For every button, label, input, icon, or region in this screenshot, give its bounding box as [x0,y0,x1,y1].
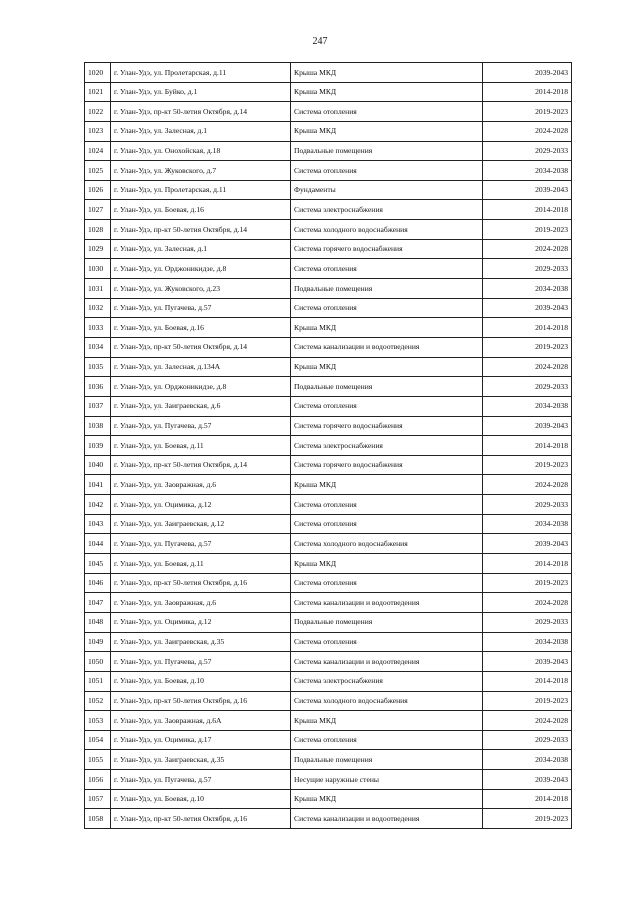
address-cell: г. Улан-Удэ, ул. Жуковского, д.7 [111,161,291,181]
row-number: 1041 [85,475,111,495]
row-number: 1049 [85,632,111,652]
table-row [85,455,572,475]
address-cell: г. Улан-Удэ, пр-кт 50-летия Октября, д.14 [111,455,291,475]
work-type-cell: Система холодного водоснабжения [291,691,483,711]
address-cell: г. Улан-Удэ, пр-кт 50-летия Октября, д.16 [111,809,291,829]
row-number: 1029 [85,239,111,259]
period-cell: 2039-2043 [483,652,572,672]
period-cell: 2024-2028 [483,711,572,731]
work-type-cell: Система горячего водоснабжения [291,416,483,436]
period-cell: 2039-2043 [483,63,572,83]
address-cell: г. Улан-Удэ, ул. Орджоникидзе, д.8 [111,259,291,279]
work-type-cell: Крыша МКД [291,63,483,83]
table-row [85,554,572,574]
table-row [85,436,572,456]
table-row [85,652,572,672]
row-number: 1035 [85,357,111,377]
table-row [85,809,572,829]
work-type-cell: Крыша МКД [291,357,483,377]
repair-schedule-table [84,62,572,829]
table-row [85,180,572,200]
table-row [85,63,572,83]
table-row [85,298,572,318]
period-cell: 2014-2018 [483,554,572,574]
work-type-cell: Подвальные помещения [291,612,483,632]
period-cell: 2019-2023 [483,455,572,475]
row-number: 1039 [85,436,111,456]
work-type-cell: Система отопления [291,298,483,318]
row-number: 1027 [85,200,111,220]
page-number: 247 [312,36,328,47]
table-row [85,495,572,515]
table-row [85,770,572,790]
address-cell: г. Улан-Удэ, ул. Оцимика, д.12 [111,612,291,632]
work-type-cell: Система холодного водоснабжения [291,220,483,240]
work-type-cell: Система горячего водоснабжения [291,239,483,259]
period-cell: 2014-2018 [483,82,572,102]
table-row [85,711,572,731]
period-cell: 2024-2028 [483,357,572,377]
address-cell: г. Улан-Удэ, ул. Боевая, д.11 [111,436,291,456]
address-cell: г. Улан-Удэ, ул. Боевая, д.10 [111,789,291,809]
address-cell: г. Улан-Удэ, ул. Пугачева, д.57 [111,298,291,318]
period-cell: 2029-2033 [483,612,572,632]
period-cell: 2034-2038 [483,279,572,299]
table-row [85,200,572,220]
table-row [85,612,572,632]
work-type-cell: Крыша МКД [291,82,483,102]
address-cell: г. Улан-Удэ, ул. Заиграевская, д.35 [111,632,291,652]
table-row [85,475,572,495]
work-type-cell: Крыша МКД [291,121,483,141]
address-cell: г. Улан-Удэ, ул. Боевая, д.16 [111,318,291,338]
period-cell: 2034-2038 [483,396,572,416]
work-type-cell: Система отопления [291,632,483,652]
work-type-cell: Несущие наружные стены [291,770,483,790]
address-cell: г. Улан-Удэ, ул. Пугачева, д.57 [111,416,291,436]
address-cell: г. Улан-Удэ, ул. Заиграевская, д.6 [111,396,291,416]
table-row [85,279,572,299]
work-type-cell: Система канализации и водоотведения [291,337,483,357]
period-cell: 2019-2023 [483,102,572,122]
row-number: 1057 [85,789,111,809]
row-number: 1024 [85,141,111,161]
address-cell: г. Улан-Удэ, ул. Онохойская, д.18 [111,141,291,161]
work-type-cell: Система отопления [291,573,483,593]
address-cell: г. Улан-Удэ, ул. Пролетарская, д.11 [111,180,291,200]
row-number: 1047 [85,593,111,613]
row-number: 1040 [85,455,111,475]
address-cell: г. Улан-Удэ, пр-кт 50-летия Октября, д.16 [111,691,291,711]
row-number: 1048 [85,612,111,632]
row-number: 1036 [85,377,111,397]
row-number: 1032 [85,298,111,318]
row-number: 1044 [85,534,111,554]
address-cell: г. Улан-Удэ, ул. Пролетарская, д.11 [111,63,291,83]
period-cell: 2034-2038 [483,514,572,534]
work-type-cell: Система электроснабжения [291,671,483,691]
work-type-cell: Система отопления [291,102,483,122]
period-cell: 2034-2038 [483,632,572,652]
period-cell: 2039-2043 [483,180,572,200]
table-row [85,534,572,554]
work-type-cell: Подвальные помещения [291,377,483,397]
row-number: 1052 [85,691,111,711]
period-cell: 2029-2033 [483,259,572,279]
table-row [85,82,572,102]
address-cell: г. Улан-Удэ, ул. Заовражная, д.6 [111,475,291,495]
work-type-cell: Система отопления [291,161,483,181]
period-cell: 2019-2023 [483,809,572,829]
table-row [85,259,572,279]
address-cell: г. Улан-Удэ, ул. Оцимика, д.12 [111,495,291,515]
table-row [85,691,572,711]
table-row [85,514,572,534]
address-cell: г. Улан-Удэ, ул. Пугачева, д.57 [111,770,291,790]
address-cell: г. Улан-Удэ, ул. Заовражная, д.6А [111,711,291,731]
table-row [85,318,572,338]
period-cell: 2024-2028 [483,475,572,495]
work-type-cell: Система канализации и водоотведения [291,652,483,672]
table-row [85,121,572,141]
row-number: 1037 [85,396,111,416]
work-type-cell: Система отопления [291,396,483,416]
row-number: 1031 [85,279,111,299]
row-number: 1054 [85,730,111,750]
work-type-cell: Система канализации и водоотведения [291,593,483,613]
table-row [85,416,572,436]
row-number: 1050 [85,652,111,672]
row-number: 1056 [85,770,111,790]
table-row [85,141,572,161]
table-row [85,632,572,652]
row-number: 1053 [85,711,111,731]
row-number: 1042 [85,495,111,515]
address-cell: г. Улан-Удэ, ул. Залесная, д.1 [111,121,291,141]
table-row [85,593,572,613]
period-cell: 2014-2018 [483,671,572,691]
table-row [85,102,572,122]
work-type-cell: Система отопления [291,259,483,279]
table-row [85,220,572,240]
period-cell: 2014-2018 [483,789,572,809]
row-number: 1020 [85,63,111,83]
address-cell: г. Улан-Удэ, ул. Боевая, д.11 [111,554,291,574]
table-row [85,573,572,593]
table-row [85,337,572,357]
period-cell: 2019-2023 [483,573,572,593]
work-type-cell: Крыша МКД [291,554,483,574]
period-cell: 2019-2023 [483,220,572,240]
row-number: 1055 [85,750,111,770]
address-cell: г. Улан-Удэ, ул. Оцимика, д.17 [111,730,291,750]
work-type-cell: Система отопления [291,495,483,515]
row-number: 1034 [85,337,111,357]
table-row [85,396,572,416]
row-number: 1038 [85,416,111,436]
period-cell: 2019-2023 [483,691,572,711]
period-cell: 2014-2018 [483,318,572,338]
work-type-cell: Крыша МКД [291,711,483,731]
row-number: 1026 [85,180,111,200]
row-number: 1028 [85,220,111,240]
period-cell: 2039-2043 [483,534,572,554]
address-cell: г. Улан-Удэ, ул. Орджоникидзе, д.8 [111,377,291,397]
address-cell: г. Улан-Удэ, ул. Заиграевская, д.12 [111,514,291,534]
row-number: 1030 [85,259,111,279]
row-number: 1022 [85,102,111,122]
address-cell: г. Улан-Удэ, пр-кт 50-летия Октября, д.16 [111,573,291,593]
table-row [85,357,572,377]
address-cell: г. Улан-Удэ, пр-кт 50-летия Октября, д.14 [111,337,291,357]
row-number: 1045 [85,554,111,574]
period-cell: 2014-2018 [483,200,572,220]
period-cell: 2039-2043 [483,416,572,436]
row-number: 1025 [85,161,111,181]
table-row [85,750,572,770]
period-cell: 2029-2033 [483,495,572,515]
period-cell: 2024-2028 [483,121,572,141]
address-cell: г. Улан-Удэ, ул. Пугачева, д.57 [111,534,291,554]
table-row [85,239,572,259]
period-cell: 2024-2028 [483,239,572,259]
period-cell: 2019-2023 [483,337,572,357]
address-cell: г. Улан-Удэ, ул. Заиграевская, д.35 [111,750,291,770]
table-row [85,161,572,181]
address-cell: г. Улан-Удэ, ул. Боевая, д.16 [111,200,291,220]
work-type-cell: Система электроснабжения [291,436,483,456]
address-cell: г. Улан-Удэ, ул. Пугачева, д.57 [111,652,291,672]
work-type-cell: Система отопления [291,514,483,534]
address-cell: г. Улан-Удэ, ул. Залесная, д.134А [111,357,291,377]
address-cell: г. Улан-Удэ, пр-кт 50-летия Октября, д.14 [111,102,291,122]
period-cell: 2039-2043 [483,298,572,318]
period-cell: 2034-2038 [483,161,572,181]
row-number: 1021 [85,82,111,102]
address-cell: г. Улан-Удэ, ул. Жуковского, д.23 [111,279,291,299]
work-type-cell: Фундаменты [291,180,483,200]
table-row [85,730,572,750]
table-row [85,377,572,397]
row-number: 1058 [85,809,111,829]
table-body [85,63,572,829]
address-cell: г. Улан-Удэ, пр-кт 50-летия Октября, д.14 [111,220,291,240]
row-number: 1051 [85,671,111,691]
work-type-cell: Система холодного водоснабжения [291,534,483,554]
address-cell: г. Улан-Удэ, ул. Боевая, д.10 [111,671,291,691]
table-row [85,789,572,809]
work-type-cell: Система горячего водоснабжения [291,455,483,475]
work-type-cell: Подвальные помещения [291,279,483,299]
work-type-cell: Система отопления [291,730,483,750]
row-number: 1046 [85,573,111,593]
work-type-cell: Подвальные помещения [291,141,483,161]
work-type-cell: Крыша МКД [291,475,483,495]
period-cell: 2024-2028 [483,593,572,613]
work-type-cell: Крыша МКД [291,318,483,338]
period-cell: 2039-2043 [483,770,572,790]
row-number: 1033 [85,318,111,338]
period-cell: 2014-2018 [483,436,572,456]
address-cell: г. Улан-Удэ, ул. Заовражная, д.6 [111,593,291,613]
address-cell: г. Улан-Удэ, ул. Залесная, д.1 [111,239,291,259]
work-type-cell: Система электроснабжения [291,200,483,220]
table-row [85,671,572,691]
period-cell: 2029-2033 [483,377,572,397]
period-cell: 2029-2033 [483,730,572,750]
address-cell: г. Улан-Удэ, ул. Буйко, д.1 [111,82,291,102]
period-cell: 2034-2038 [483,750,572,770]
row-number: 1023 [85,121,111,141]
work-type-cell: Подвальные помещения [291,750,483,770]
row-number: 1043 [85,514,111,534]
work-type-cell: Крыша МКД [291,789,483,809]
period-cell: 2029-2033 [483,141,572,161]
work-type-cell: Система канализации и водоотведения [291,809,483,829]
